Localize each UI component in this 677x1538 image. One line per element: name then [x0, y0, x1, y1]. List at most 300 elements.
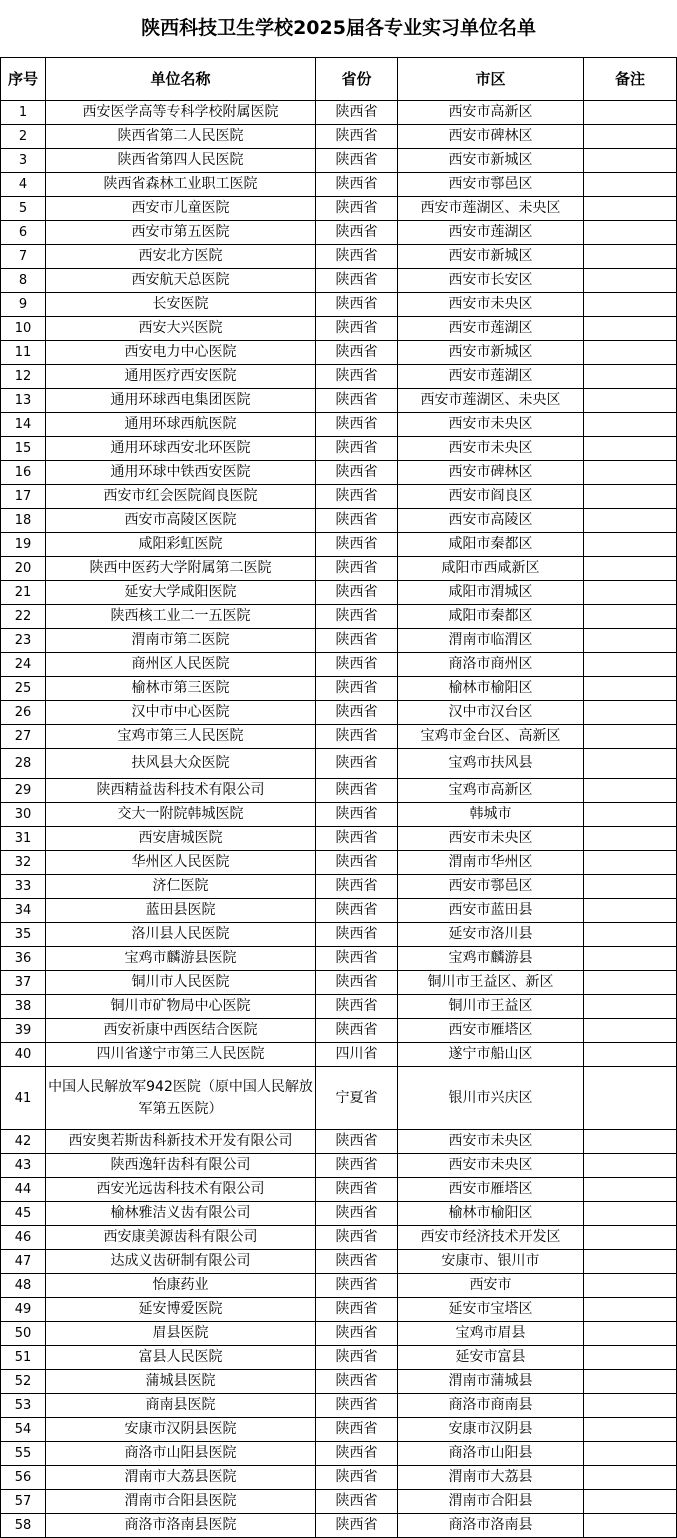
cell-city: 宝鸡市扶风县 — [398, 749, 584, 779]
cell-province: 陕西省 — [316, 1322, 398, 1346]
cell-city: 榆林市榆阳区 — [398, 677, 584, 701]
cell-province: 陕西省 — [316, 365, 398, 389]
cell-note — [584, 875, 677, 899]
cell-name: 西安医学高等专科学校附属医院 — [46, 101, 316, 125]
cell-note — [584, 1067, 677, 1130]
cell-note — [584, 653, 677, 677]
table-row — [1, 125, 677, 149]
cell-name: 陕西中医药大学附属第二医院 — [46, 557, 316, 581]
table-row — [1, 1442, 677, 1466]
table-row — [1, 1250, 677, 1274]
table-row — [1, 509, 677, 533]
cell-index: 49 — [1, 1298, 46, 1322]
cell-index: 13 — [1, 389, 46, 413]
cell-name: 西安市红会医院阎良医院 — [46, 485, 316, 509]
cell-note — [584, 317, 677, 341]
cell-note — [584, 923, 677, 947]
cell-name: 华州区人民医院 — [46, 851, 316, 875]
table-row — [1, 437, 677, 461]
cell-note — [584, 1178, 677, 1202]
cell-city: 西安市未央区 — [398, 413, 584, 437]
cell-city: 渭南市临渭区 — [398, 629, 584, 653]
cell-note — [584, 629, 677, 653]
cell-name: 西安光远齿科技术有限公司 — [46, 1178, 316, 1202]
cell-name: 通用环球西安北环医院 — [46, 437, 316, 461]
cell-index: 56 — [1, 1466, 46, 1490]
cell-province: 陕西省 — [316, 149, 398, 173]
cell-city: 铜川市王益区 — [398, 995, 584, 1019]
cell-note — [584, 1019, 677, 1043]
cell-index: 58 — [1, 1514, 46, 1538]
cell-name: 西安航天总医院 — [46, 269, 316, 293]
cell-name: 咸阳彩虹医院 — [46, 533, 316, 557]
cell-city: 西安市蓝田县 — [398, 899, 584, 923]
cell-province: 陕西省 — [316, 1130, 398, 1154]
cell-name: 渭南市第二医院 — [46, 629, 316, 653]
cell-note — [584, 1442, 677, 1466]
cell-city: 西安市新城区 — [398, 149, 584, 173]
cell-city: 安康市、银川市 — [398, 1250, 584, 1274]
cell-name: 蒲城县医院 — [46, 1370, 316, 1394]
cell-note — [584, 1490, 677, 1514]
cell-province: 陕西省 — [316, 1394, 398, 1418]
cell-index: 54 — [1, 1418, 46, 1442]
cell-name: 蓝田县医院 — [46, 899, 316, 923]
cell-index: 39 — [1, 1019, 46, 1043]
table-row — [1, 1274, 677, 1298]
cell-province: 陕西省 — [316, 1418, 398, 1442]
table-row — [1, 1346, 677, 1370]
cell-province: 陕西省 — [316, 197, 398, 221]
table-row — [1, 677, 677, 701]
table-body — [1, 101, 677, 1538]
cell-name: 宝鸡市第三人民医院 — [46, 725, 316, 749]
table-row — [1, 1202, 677, 1226]
table-row — [1, 1154, 677, 1178]
cell-index: 26 — [1, 701, 46, 725]
cell-name: 济仁医院 — [46, 875, 316, 899]
cell-note — [584, 485, 677, 509]
cell-name: 商洛市洛南县医院 — [46, 1514, 316, 1538]
cell-note — [584, 827, 677, 851]
cell-name: 西安奥若斯齿科新技术开发有限公司 — [46, 1130, 316, 1154]
table-row — [1, 533, 677, 557]
table-row — [1, 1043, 677, 1067]
cell-city: 西安市未央区 — [398, 293, 584, 317]
cell-name: 西安电力中心医院 — [46, 341, 316, 365]
cell-name: 西安大兴医院 — [46, 317, 316, 341]
cell-note — [584, 1226, 677, 1250]
cell-name: 陕西省森林工业职工医院 — [46, 173, 316, 197]
cell-index: 38 — [1, 995, 46, 1019]
table-row — [1, 557, 677, 581]
cell-index: 1 — [1, 101, 46, 125]
cell-index: 45 — [1, 1202, 46, 1226]
table-row — [1, 245, 677, 269]
cell-name: 铜川市人民医院 — [46, 971, 316, 995]
cell-city: 汉中市汉台区 — [398, 701, 584, 725]
cell-province: 陕西省 — [316, 749, 398, 779]
cell-index: 4 — [1, 173, 46, 197]
cell-province: 陕西省 — [316, 533, 398, 557]
cell-name: 通用环球西电集团医院 — [46, 389, 316, 413]
cell-note — [584, 1130, 677, 1154]
table-row — [1, 803, 677, 827]
cell-note — [584, 1298, 677, 1322]
cell-province: 陕西省 — [316, 1466, 398, 1490]
cell-index: 37 — [1, 971, 46, 995]
cell-city: 商洛市商南县 — [398, 1394, 584, 1418]
cell-note — [584, 101, 677, 125]
cell-city: 宝鸡市金台区、高新区 — [398, 725, 584, 749]
table-row — [1, 341, 677, 365]
cell-index: 53 — [1, 1394, 46, 1418]
cell-city: 西安市未央区 — [398, 1154, 584, 1178]
cell-province: 陕西省 — [316, 509, 398, 533]
cell-province: 陕西省 — [316, 1298, 398, 1322]
cell-index: 6 — [1, 221, 46, 245]
cell-city: 咸阳市渭城区 — [398, 581, 584, 605]
table-row — [1, 389, 677, 413]
cell-province: 陕西省 — [316, 1274, 398, 1298]
cell-city: 渭南市大荔县 — [398, 1466, 584, 1490]
table-row — [1, 149, 677, 173]
table-row — [1, 1130, 677, 1154]
cell-name: 四川省遂宁市第三人民医院 — [46, 1043, 316, 1067]
cell-province: 陕西省 — [316, 1178, 398, 1202]
cell-note — [584, 389, 677, 413]
cell-province: 陕西省 — [316, 485, 398, 509]
table-row — [1, 581, 677, 605]
cell-city: 榆林市榆阳区 — [398, 1202, 584, 1226]
cell-province: 陕西省 — [316, 389, 398, 413]
cell-name: 中国人民解放军942医院（原中国人民解放军第五医院） — [46, 1067, 316, 1130]
cell-note — [584, 947, 677, 971]
cell-province: 陕西省 — [316, 557, 398, 581]
table-row — [1, 971, 677, 995]
table-row — [1, 365, 677, 389]
cell-index: 27 — [1, 725, 46, 749]
cell-index: 9 — [1, 293, 46, 317]
cell-city: 西安市经济技术开发区 — [398, 1226, 584, 1250]
cell-city: 银川市兴庆区 — [398, 1067, 584, 1130]
cell-city: 宝鸡市麟游县 — [398, 947, 584, 971]
cell-name: 怡康药业 — [46, 1274, 316, 1298]
page-title: 陕西科技卫生学校2025届各专业实习单位名单 — [1, 0, 677, 58]
cell-province: 陕西省 — [316, 173, 398, 197]
cell-index: 20 — [1, 557, 46, 581]
table-row — [1, 725, 677, 749]
cell-name: 榆林市第三医院 — [46, 677, 316, 701]
header-city: 市区 — [398, 58, 584, 101]
cell-note — [584, 605, 677, 629]
cell-city: 安康市汉阴县 — [398, 1418, 584, 1442]
cell-name: 富县人民医院 — [46, 1346, 316, 1370]
cell-index: 40 — [1, 1043, 46, 1067]
cell-province: 陕西省 — [316, 851, 398, 875]
cell-index: 17 — [1, 485, 46, 509]
cell-name: 安康市汉阴县医院 — [46, 1418, 316, 1442]
cell-index: 46 — [1, 1226, 46, 1250]
cell-note — [584, 749, 677, 779]
cell-index: 42 — [1, 1130, 46, 1154]
cell-city: 西安市未央区 — [398, 1130, 584, 1154]
table-row — [1, 779, 677, 803]
cell-note — [584, 779, 677, 803]
cell-city: 西安市新城区 — [398, 341, 584, 365]
cell-note — [584, 245, 677, 269]
cell-note — [584, 1418, 677, 1442]
cell-province: 陕西省 — [316, 101, 398, 125]
cell-city: 西安市鄠邑区 — [398, 875, 584, 899]
cell-city: 遂宁市船山区 — [398, 1043, 584, 1067]
cell-province: 陕西省 — [316, 1202, 398, 1226]
table-row — [1, 1418, 677, 1442]
cell-name: 陕西逸轩齿科有限公司 — [46, 1154, 316, 1178]
cell-province: 陕西省 — [316, 653, 398, 677]
cell-city: 铜川市王益区、新区 — [398, 971, 584, 995]
table-row — [1, 485, 677, 509]
cell-city: 延安市富县 — [398, 1346, 584, 1370]
table-row — [1, 101, 677, 125]
cell-note — [584, 149, 677, 173]
cell-index: 44 — [1, 1178, 46, 1202]
cell-province: 陕西省 — [316, 923, 398, 947]
cell-province: 陕西省 — [316, 221, 398, 245]
cell-city: 西安市莲湖区、未央区 — [398, 197, 584, 221]
cell-province: 陕西省 — [316, 437, 398, 461]
cell-note — [584, 803, 677, 827]
cell-name: 西安北方医院 — [46, 245, 316, 269]
cell-note — [584, 1322, 677, 1346]
cell-note — [584, 725, 677, 749]
cell-city: 西安市莲湖区、未央区 — [398, 389, 584, 413]
cell-city: 西安市碑林区 — [398, 125, 584, 149]
table-row — [1, 293, 677, 317]
cell-index: 16 — [1, 461, 46, 485]
cell-city: 西安市长安区 — [398, 269, 584, 293]
cell-note — [584, 509, 677, 533]
cell-name: 陕西精益齿科技术有限公司 — [46, 779, 316, 803]
cell-index: 8 — [1, 269, 46, 293]
cell-province: 陕西省 — [316, 779, 398, 803]
cell-index: 3 — [1, 149, 46, 173]
cell-note — [584, 1370, 677, 1394]
table-row — [1, 629, 677, 653]
cell-index: 2 — [1, 125, 46, 149]
cell-note — [584, 899, 677, 923]
cell-province: 陕西省 — [316, 827, 398, 851]
table-row — [1, 605, 677, 629]
cell-name: 通用环球西航医院 — [46, 413, 316, 437]
cell-name: 延安大学咸阳医院 — [46, 581, 316, 605]
cell-index: 10 — [1, 317, 46, 341]
cell-index: 36 — [1, 947, 46, 971]
cell-name: 达成义齿研制有限公司 — [46, 1250, 316, 1274]
cell-note — [584, 125, 677, 149]
cell-name: 眉县医院 — [46, 1322, 316, 1346]
cell-note — [584, 1466, 677, 1490]
cell-province: 陕西省 — [316, 995, 398, 1019]
cell-city: 宝鸡市高新区 — [398, 779, 584, 803]
table-row — [1, 653, 677, 677]
cell-city: 延安市宝塔区 — [398, 1298, 584, 1322]
cell-province: 陕西省 — [316, 677, 398, 701]
cell-index: 25 — [1, 677, 46, 701]
cell-index: 12 — [1, 365, 46, 389]
cell-city: 西安市鄠邑区 — [398, 173, 584, 197]
cell-name: 宝鸡市麟游县医院 — [46, 947, 316, 971]
cell-province: 陕西省 — [316, 317, 398, 341]
cell-note — [584, 197, 677, 221]
table-row — [1, 1322, 677, 1346]
cell-province: 陕西省 — [316, 1370, 398, 1394]
cell-note — [584, 221, 677, 245]
cell-note — [584, 581, 677, 605]
cell-name: 西安祈康中西医结合医院 — [46, 1019, 316, 1043]
cell-city: 西安市未央区 — [398, 437, 584, 461]
cell-name: 西安康美源齿科有限公司 — [46, 1226, 316, 1250]
cell-city: 西安市莲湖区 — [398, 221, 584, 245]
table-row — [1, 1514, 677, 1538]
cell-name: 西安市高陵区医院 — [46, 509, 316, 533]
cell-province: 陕西省 — [316, 1019, 398, 1043]
table-row — [1, 413, 677, 437]
cell-city: 渭南市华州区 — [398, 851, 584, 875]
cell-name: 商州区人民医院 — [46, 653, 316, 677]
cell-note — [584, 1202, 677, 1226]
cell-note — [584, 1514, 677, 1538]
table-row — [1, 875, 677, 899]
cell-index: 5 — [1, 197, 46, 221]
cell-city: 渭南市合阳县 — [398, 1490, 584, 1514]
cell-city: 咸阳市秦都区 — [398, 533, 584, 557]
cell-name: 榆林雅洁义齿有限公司 — [46, 1202, 316, 1226]
cell-city: 西安市雁塔区 — [398, 1019, 584, 1043]
cell-note — [584, 1394, 677, 1418]
cell-index: 24 — [1, 653, 46, 677]
table-row — [1, 197, 677, 221]
cell-province: 陕西省 — [316, 803, 398, 827]
table-row — [1, 947, 677, 971]
cell-name: 商洛市山阳县医院 — [46, 1442, 316, 1466]
table-row — [1, 1490, 677, 1514]
table-row — [1, 995, 677, 1019]
cell-province: 陕西省 — [316, 899, 398, 923]
cell-city: 咸阳市西咸新区 — [398, 557, 584, 581]
cell-note — [584, 1154, 677, 1178]
cell-province: 陕西省 — [316, 605, 398, 629]
cell-city: 咸阳市秦都区 — [398, 605, 584, 629]
cell-name: 通用医疗西安医院 — [46, 365, 316, 389]
cell-note — [584, 437, 677, 461]
cell-index: 34 — [1, 899, 46, 923]
cell-index: 14 — [1, 413, 46, 437]
header-row — [1, 58, 677, 101]
cell-index: 50 — [1, 1322, 46, 1346]
table-row — [1, 1394, 677, 1418]
cell-note — [584, 365, 677, 389]
cell-city: 商洛市山阳县 — [398, 1442, 584, 1466]
cell-province: 陕西省 — [316, 581, 398, 605]
cell-index: 43 — [1, 1154, 46, 1178]
table-row — [1, 1370, 677, 1394]
cell-note — [584, 533, 677, 557]
cell-index: 30 — [1, 803, 46, 827]
cell-province: 陕西省 — [316, 269, 398, 293]
cell-name: 延安博爱医院 — [46, 1298, 316, 1322]
cell-note — [584, 677, 677, 701]
cell-index: 41 — [1, 1067, 46, 1130]
cell-name: 陕西核工业二一五医院 — [46, 605, 316, 629]
cell-city: 西安市莲湖区 — [398, 365, 584, 389]
header-index: 序号 — [1, 58, 46, 101]
cell-province: 陕西省 — [316, 1514, 398, 1538]
cell-province: 陕西省 — [316, 413, 398, 437]
table-row — [1, 269, 677, 293]
cell-province: 陕西省 — [316, 1226, 398, 1250]
cell-name: 长安医院 — [46, 293, 316, 317]
cell-name: 渭南市合阳县医院 — [46, 1490, 316, 1514]
cell-index: 32 — [1, 851, 46, 875]
cell-city: 西安市阎良区 — [398, 485, 584, 509]
cell-city: 西安市高陵区 — [398, 509, 584, 533]
cell-name: 西安市儿童医院 — [46, 197, 316, 221]
cell-index: 22 — [1, 605, 46, 629]
cell-province: 陕西省 — [316, 1442, 398, 1466]
cell-name: 陕西省第四人民医院 — [46, 149, 316, 173]
cell-province: 陕西省 — [316, 701, 398, 725]
cell-note — [584, 1043, 677, 1067]
cell-note — [584, 1250, 677, 1274]
cell-index: 21 — [1, 581, 46, 605]
cell-index: 18 — [1, 509, 46, 533]
cell-name: 洛川县人民医院 — [46, 923, 316, 947]
cell-city: 西安市雁塔区 — [398, 1178, 584, 1202]
cell-note — [584, 1346, 677, 1370]
cell-city: 宝鸡市眉县 — [398, 1322, 584, 1346]
table-row — [1, 1178, 677, 1202]
cell-province: 陕西省 — [316, 341, 398, 365]
cell-province: 陕西省 — [316, 1154, 398, 1178]
cell-province: 陕西省 — [316, 245, 398, 269]
cell-note — [584, 995, 677, 1019]
cell-province: 四川省 — [316, 1043, 398, 1067]
cell-index: 15 — [1, 437, 46, 461]
cell-province: 陕西省 — [316, 461, 398, 485]
cell-index: 55 — [1, 1442, 46, 1466]
cell-index: 31 — [1, 827, 46, 851]
cell-province: 陕西省 — [316, 1250, 398, 1274]
table-row — [1, 701, 677, 725]
cell-index: 11 — [1, 341, 46, 365]
cell-index: 29 — [1, 779, 46, 803]
cell-note — [584, 413, 677, 437]
cell-index: 7 — [1, 245, 46, 269]
table-row — [1, 899, 677, 923]
table-row — [1, 317, 677, 341]
cell-province: 陕西省 — [316, 629, 398, 653]
cell-index: 23 — [1, 629, 46, 653]
cell-name: 汉中市中心医院 — [46, 701, 316, 725]
cell-note — [584, 851, 677, 875]
cell-note — [584, 701, 677, 725]
header-name: 单位名称 — [46, 58, 316, 101]
table-row — [1, 1298, 677, 1322]
cell-name: 陕西省第二人民医院 — [46, 125, 316, 149]
cell-city: 西安市 — [398, 1274, 584, 1298]
cell-city: 商洛市商州区 — [398, 653, 584, 677]
